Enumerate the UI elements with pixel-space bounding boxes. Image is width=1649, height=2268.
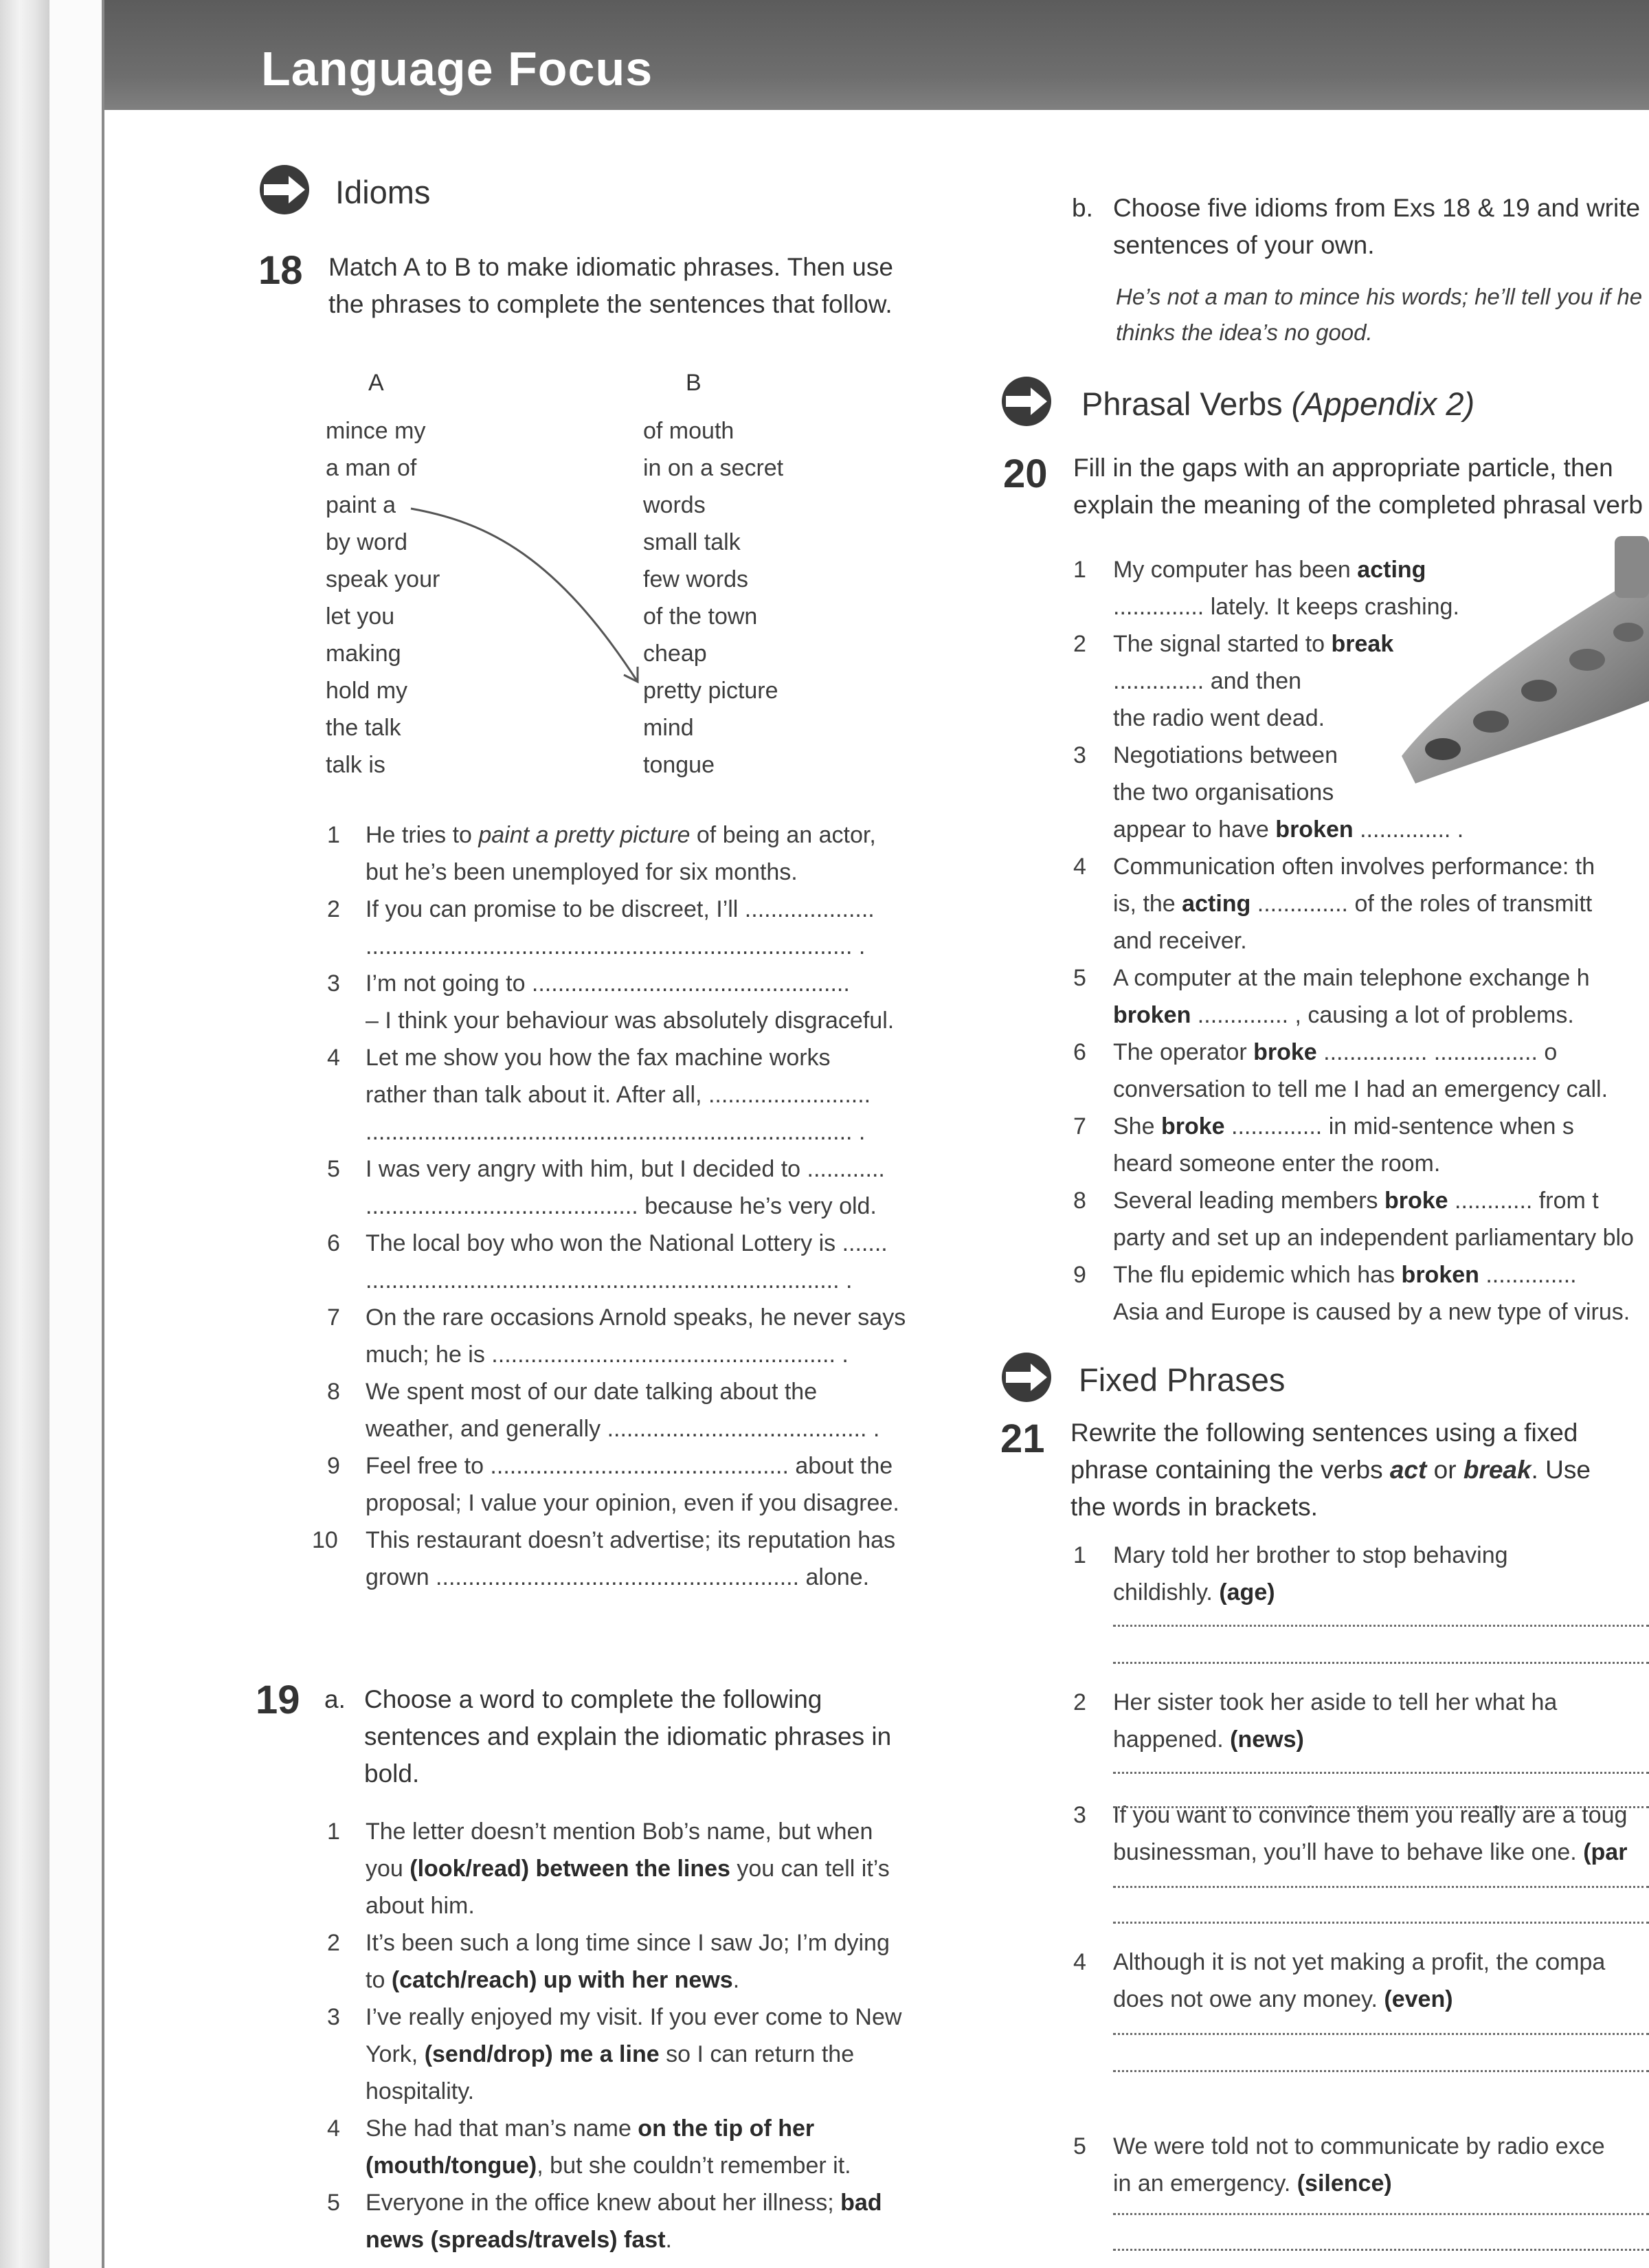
exercise-21-sentence-item-number: 3: [1073, 1802, 1086, 1828]
column-a-item: speak your: [326, 566, 440, 592]
column-a-item: making: [326, 641, 401, 667]
exercise-19a-sentence-item-number: 2: [327, 1930, 340, 1956]
exercise-number-18: 18: [258, 248, 303, 293]
exercise-number-19: 19: [256, 1678, 300, 1722]
column-a-heading: A: [368, 370, 384, 396]
exercise-18-sentence-item-line: I was very angry with him, but I decided to ............: [366, 1156, 885, 1182]
exercise-19b-label: b.: [1072, 194, 1093, 222]
exercise-18-sentence-item-number: 5: [327, 1156, 340, 1182]
column-b-item: tongue: [643, 752, 715, 778]
exercise-18-sentence-item-number: 6: [327, 1230, 340, 1256]
column-b-list: [643, 412, 783, 783]
exercise-18-sentence-item-number: 3: [327, 970, 340, 997]
exercise-18-sentence-item-line: but he’s been unemployed for six months.: [366, 859, 798, 885]
exercise-18-sentence-item-number: 9: [327, 1453, 340, 1479]
exercise-21-sentence-item-line: Mary told her brother to stop behaving: [1113, 1542, 1508, 1568]
column-b-heading: B: [686, 370, 702, 396]
column-b-item: small talk: [643, 529, 741, 555]
exercise-19a-sentence-item-line: I’ve really enjoyed my visit. If you ever come to New: [366, 2004, 902, 2030]
exercise-19a-sentence-item-number: 1: [327, 1819, 340, 1845]
exercise-21-instruction: [1070, 1414, 1591, 1526]
exercise-18-sentence-item-line: We spent most of our date talking about the: [366, 1379, 818, 1405]
exercise-21-instruction-line: phrase containing the verbs act or break. Use: [1070, 1456, 1591, 1484]
answer-line[interactable]: [1113, 2206, 1649, 2215]
exercise-20-sentence-item-line: Communication often involves performance: th: [1113, 854, 1595, 880]
answer-line[interactable]: [1113, 2026, 1649, 2035]
exercise-20-sentence-item-number: 4: [1073, 854, 1086, 880]
exercise-20-sentence-item-number: 2: [1073, 631, 1086, 657]
exercise-18-sentence-item-line: If you can promise to be discreet, I’ll ....................: [366, 896, 875, 922]
exercise-20-sentence-item-number: 1: [1073, 557, 1086, 583]
exercise-19a-instruction: Choose a word to complete the following sentences and explain the idiomatic phrases in bold.: [364, 1685, 892, 1788]
exercise-18-sentence-item-line: – I think your behaviour was absolutely disgraceful.: [366, 1008, 895, 1034]
exercise-20-sentence-item-line: The operator broke ................ ................ o: [1113, 1039, 1558, 1065]
exercise-20-sentence-item-line: heard someone enter the room.: [1113, 1150, 1441, 1177]
exercise-20-sentence-item-line: appear to have broken .............. .: [1113, 816, 1464, 843]
column-a-item: paint a: [326, 492, 396, 518]
exercise-20-sentence-item-number: 5: [1073, 965, 1086, 991]
exercise-20-sentence-item-number: 8: [1073, 1188, 1086, 1214]
exercise-18-sentence-item-line: grown ........................................................ alone.: [366, 1564, 870, 1590]
exercise-18-sentence-item-number: 10: [312, 1527, 338, 1553]
answer-line[interactable]: [1113, 2242, 1649, 2251]
exercise-20-sentence-item-line: My computer has been acting: [1113, 557, 1426, 583]
exercise-19a-sentence-item-line: to (catch/reach) up with her news.: [366, 1967, 740, 1993]
answer-line[interactable]: [1113, 1618, 1649, 1627]
exercise-18-sentence-item-line: rather than talk about it. After all, .........................: [366, 1082, 871, 1108]
page-title: Language Focus: [261, 42, 653, 96]
section-arrow-icon: [1000, 1351, 1053, 1403]
column-a-item: a man of: [326, 455, 417, 481]
column-a-item: hold my: [326, 678, 408, 704]
exercise-18-sentence-item-number: 1: [327, 822, 340, 848]
column-a-item: mince my: [326, 418, 426, 444]
column-a-item: let you: [326, 603, 395, 630]
section-arrow-icon: [258, 164, 311, 216]
exercise-21-sentence-item-number: 4: [1073, 1949, 1086, 1975]
exercise-19a-sentence-item-line: The letter doesn’t mention Bob’s name, but when: [366, 1819, 873, 1845]
exercise-18-sentence-item-number: 2: [327, 896, 340, 922]
section-title-phrasal-verbs: Phrasal Verbs (Appendix 2): [1081, 386, 1475, 422]
exercise-21-sentence-item-line: childishly. (age): [1113, 1579, 1275, 1605]
exercise-20-sentence-item-line: A computer at the main telephone exchange h: [1113, 965, 1590, 991]
exercise-19a-sentence-item-line: York, (send/drop) me a line so I can return the: [366, 2041, 855, 2067]
answer-line[interactable]: [1113, 2063, 1649, 2072]
exercise-19b-example: He’s not a man to mince his words; he’ll tell you if he thinks the idea’s no good.: [1116, 284, 1643, 345]
exercise-20-sentence-item-line: conversation to tell me I had an emergency call.: [1113, 1076, 1608, 1102]
answer-line[interactable]: [1113, 1879, 1649, 1888]
column-b-item: few words: [643, 566, 749, 592]
exercise-18-instruction: Match A to B to make idiomatic phrases. Then use the phrases to complete the sentences that follow.: [328, 253, 893, 318]
section-arrow-icon: [1000, 375, 1053, 427]
page-spine-shadow: [0, 0, 49, 2268]
exercise-18-sentence-item-line: He tries to paint a pretty picture of being an actor,: [366, 822, 876, 848]
exercise-18-sentence-item-line: I’m not going to .................................................: [366, 970, 850, 997]
exercise-19b-instruction: Choose five idioms from Exs 18 & 19 and write sentences of your own.: [1113, 194, 1641, 259]
exercise-21-sentence-item-line: We were told not to communicate by radio exce: [1113, 2133, 1605, 2159]
exercise-18-sentence-item-line: The local boy who won the National Lottery is .......: [366, 1230, 888, 1256]
exercise-19a-sentence-item-line: news (spreads/travels) fast.: [366, 2227, 672, 2253]
exercise-21-sentence-item-number: 2: [1073, 1689, 1086, 1715]
column-b-item: in on a secret: [643, 455, 784, 481]
exercise-21-sentence-item-line: If you want to convince them you really are a toug: [1113, 1802, 1628, 1828]
column-b-item: pretty picture: [643, 678, 778, 704]
exercise-18-sentence-item-line: This restaurant doesn’t advertise; its reputation has: [366, 1527, 896, 1553]
exercise-20-sentence-item-line: .............. and then: [1113, 668, 1302, 694]
exercise-18-sentence-item-line: weather, and generally ........................................ .: [366, 1416, 880, 1442]
exercise-21-sentence-item-line: happened. (news): [1113, 1726, 1304, 1753]
exercise-20-sentence-item-line: .............. lately. It keeps crashing.: [1113, 594, 1459, 620]
exercise-18-sentence-item-number: 7: [327, 1304, 340, 1331]
exercise-number-20: 20: [1003, 452, 1048, 496]
page-spine-margin: [49, 0, 102, 2268]
exercise-19a-sentence-item-line: It’s been such a long time since I saw Jo; I’m dying: [366, 1930, 890, 1956]
exercise-20-sentence-item-line: The signal started to break: [1113, 631, 1394, 657]
column-b-item: cheap: [643, 641, 707, 667]
exercise-20-sentence-item-line: the two organisations: [1113, 779, 1334, 805]
exercise-19a-sentence-item-line: Everyone in the office knew about her illness; bad: [366, 2190, 882, 2216]
exercise-19a-sentence-item-line: about him.: [366, 1893, 475, 1919]
answer-line[interactable]: [1113, 1655, 1649, 1664]
column-a-item: the talk: [326, 715, 401, 741]
exercise-18-sentence-item-number: 8: [327, 1379, 340, 1405]
section-title-fixed-phrases: Fixed Phrases: [1079, 1361, 1286, 1398]
exercise-20-sentence-item-line: is, the acting .............. of the roles of transmitt: [1113, 891, 1593, 917]
exercise-20-sentence-item-number: 6: [1073, 1039, 1086, 1065]
exercise-20-sentence-item-line: the radio went dead.: [1113, 705, 1325, 731]
exercise-20-sentence-item-line: and receiver.: [1113, 928, 1247, 954]
match-example-arrow: [405, 502, 653, 694]
answer-line[interactable]: [1113, 1915, 1649, 1924]
exercise-20-sentence-item-line: She broke .............. in mid-sentence when s: [1113, 1113, 1574, 1139]
section-title-idioms: Idioms: [335, 174, 431, 210]
exercise-20-sentence-item-line: party and set up an independent parliamentary blo: [1113, 1225, 1634, 1251]
column-b-item: of mouth: [643, 418, 734, 444]
column-b-item: of the town: [643, 603, 758, 630]
exercise-number-21: 21: [1000, 1416, 1045, 1461]
exercise-18-sentence-item-line: proposal; I value your opinion, even if you disagree.: [366, 1490, 899, 1516]
answer-line[interactable]: [1113, 1765, 1649, 1774]
exercise-20-sentence-item-number: 9: [1073, 1262, 1086, 1288]
exercise-18-sentence-item-line: ......................................................................... .: [366, 1267, 853, 1293]
exercise-21-sentence-item-line: Her sister took her aside to tell her what ha: [1113, 1689, 1558, 1715]
exercise-21-sentence-item-line: Although it is not yet making a profit, the compa: [1113, 1949, 1606, 1975]
exercise-21-sentence-item-line: does not owe any money. (even): [1113, 1986, 1453, 2012]
exercise-19a-sentence-item-number: 4: [327, 2115, 340, 2142]
exercise-18-sentence-item-line: Feel free to .............................................. about the: [366, 1453, 893, 1479]
column-a-item: talk is: [326, 752, 385, 778]
exercise-19a-sentence-item-number: 3: [327, 2004, 340, 2030]
column-a-item: by word: [326, 529, 408, 555]
column-b-item: words: [643, 492, 706, 518]
exercise-20-sentence-item-number: 7: [1073, 1113, 1086, 1139]
exercise-18-sentence-item-line: ........................................................................... .: [366, 1119, 866, 1145]
column-b-item: mind: [643, 715, 694, 741]
exercise-18-sentence-item-line: Let me show you how the fax machine works: [366, 1045, 831, 1071]
exercise-20-sentence-item-line: Negotiations between: [1113, 742, 1338, 768]
exercise-18-sentence-item-line: much; he is ..................................................... .: [366, 1342, 849, 1368]
exercise-19a-sentence-item-line: hospitality.: [366, 2078, 475, 2104]
exercise-21-instruction-line: Rewrite the following sentences using a fixed: [1070, 1419, 1578, 1447]
exercise-18-sentence-item-number: 4: [327, 1045, 340, 1071]
exercise-21-sentence-item-number: 1: [1073, 1542, 1086, 1568]
exercise-19a-sentence-item-line: you (look/read) between the lines you can tell it’s: [366, 1856, 890, 1882]
exercise-21-sentence-item-number: 5: [1073, 2133, 1086, 2159]
exercise-19a-label: a.: [324, 1685, 346, 1713]
exercise-20-instruction: Fill in the gaps with an appropriate particle, then explain the meaning of the completed phrasal verb: [1073, 454, 1643, 519]
exercise-18-sentence-item-line: On the rare occasions Arnold speaks, he never says: [366, 1304, 906, 1331]
exercise-19a-sentence-item-number: 5: [327, 2190, 340, 2216]
exercise-21-instruction-line: the words in brackets.: [1070, 1493, 1318, 1521]
exercise-21-sentence-item-line: businessman, you’ll have to behave like one. (par: [1113, 1839, 1628, 1865]
answer-line[interactable]: [1113, 1799, 1649, 1808]
exercise-19a-sentence-item-line: She had that man’s name on the tip of her: [366, 2115, 815, 2142]
exercise-18-sentence-item-line: .......................................... because he’s very old.: [366, 1193, 877, 1219]
exercise-18-sentence-item-line: ........................................................................... .: [366, 933, 866, 959]
exercise-21-sentence-item-line: in an emergency. (silence): [1113, 2170, 1392, 2197]
exercise-19a-sentence-item-line: (mouth/tongue), but she couldn’t remember it.: [366, 2153, 851, 2179]
exercise-20-sentence-item-line: broken .............. , causing a lot of problems.: [1113, 1002, 1574, 1028]
exercise-20-sentence-item-line: Asia and Europe is caused by a new type of virus.: [1113, 1299, 1630, 1325]
exercise-20-sentence-item-number: 3: [1073, 742, 1086, 768]
exercise-20-sentence-item-line: The flu epidemic which has broken ..............: [1113, 1262, 1577, 1288]
exercise-20-sentence-item-line: Several leading members broke ............ from t: [1113, 1188, 1599, 1214]
